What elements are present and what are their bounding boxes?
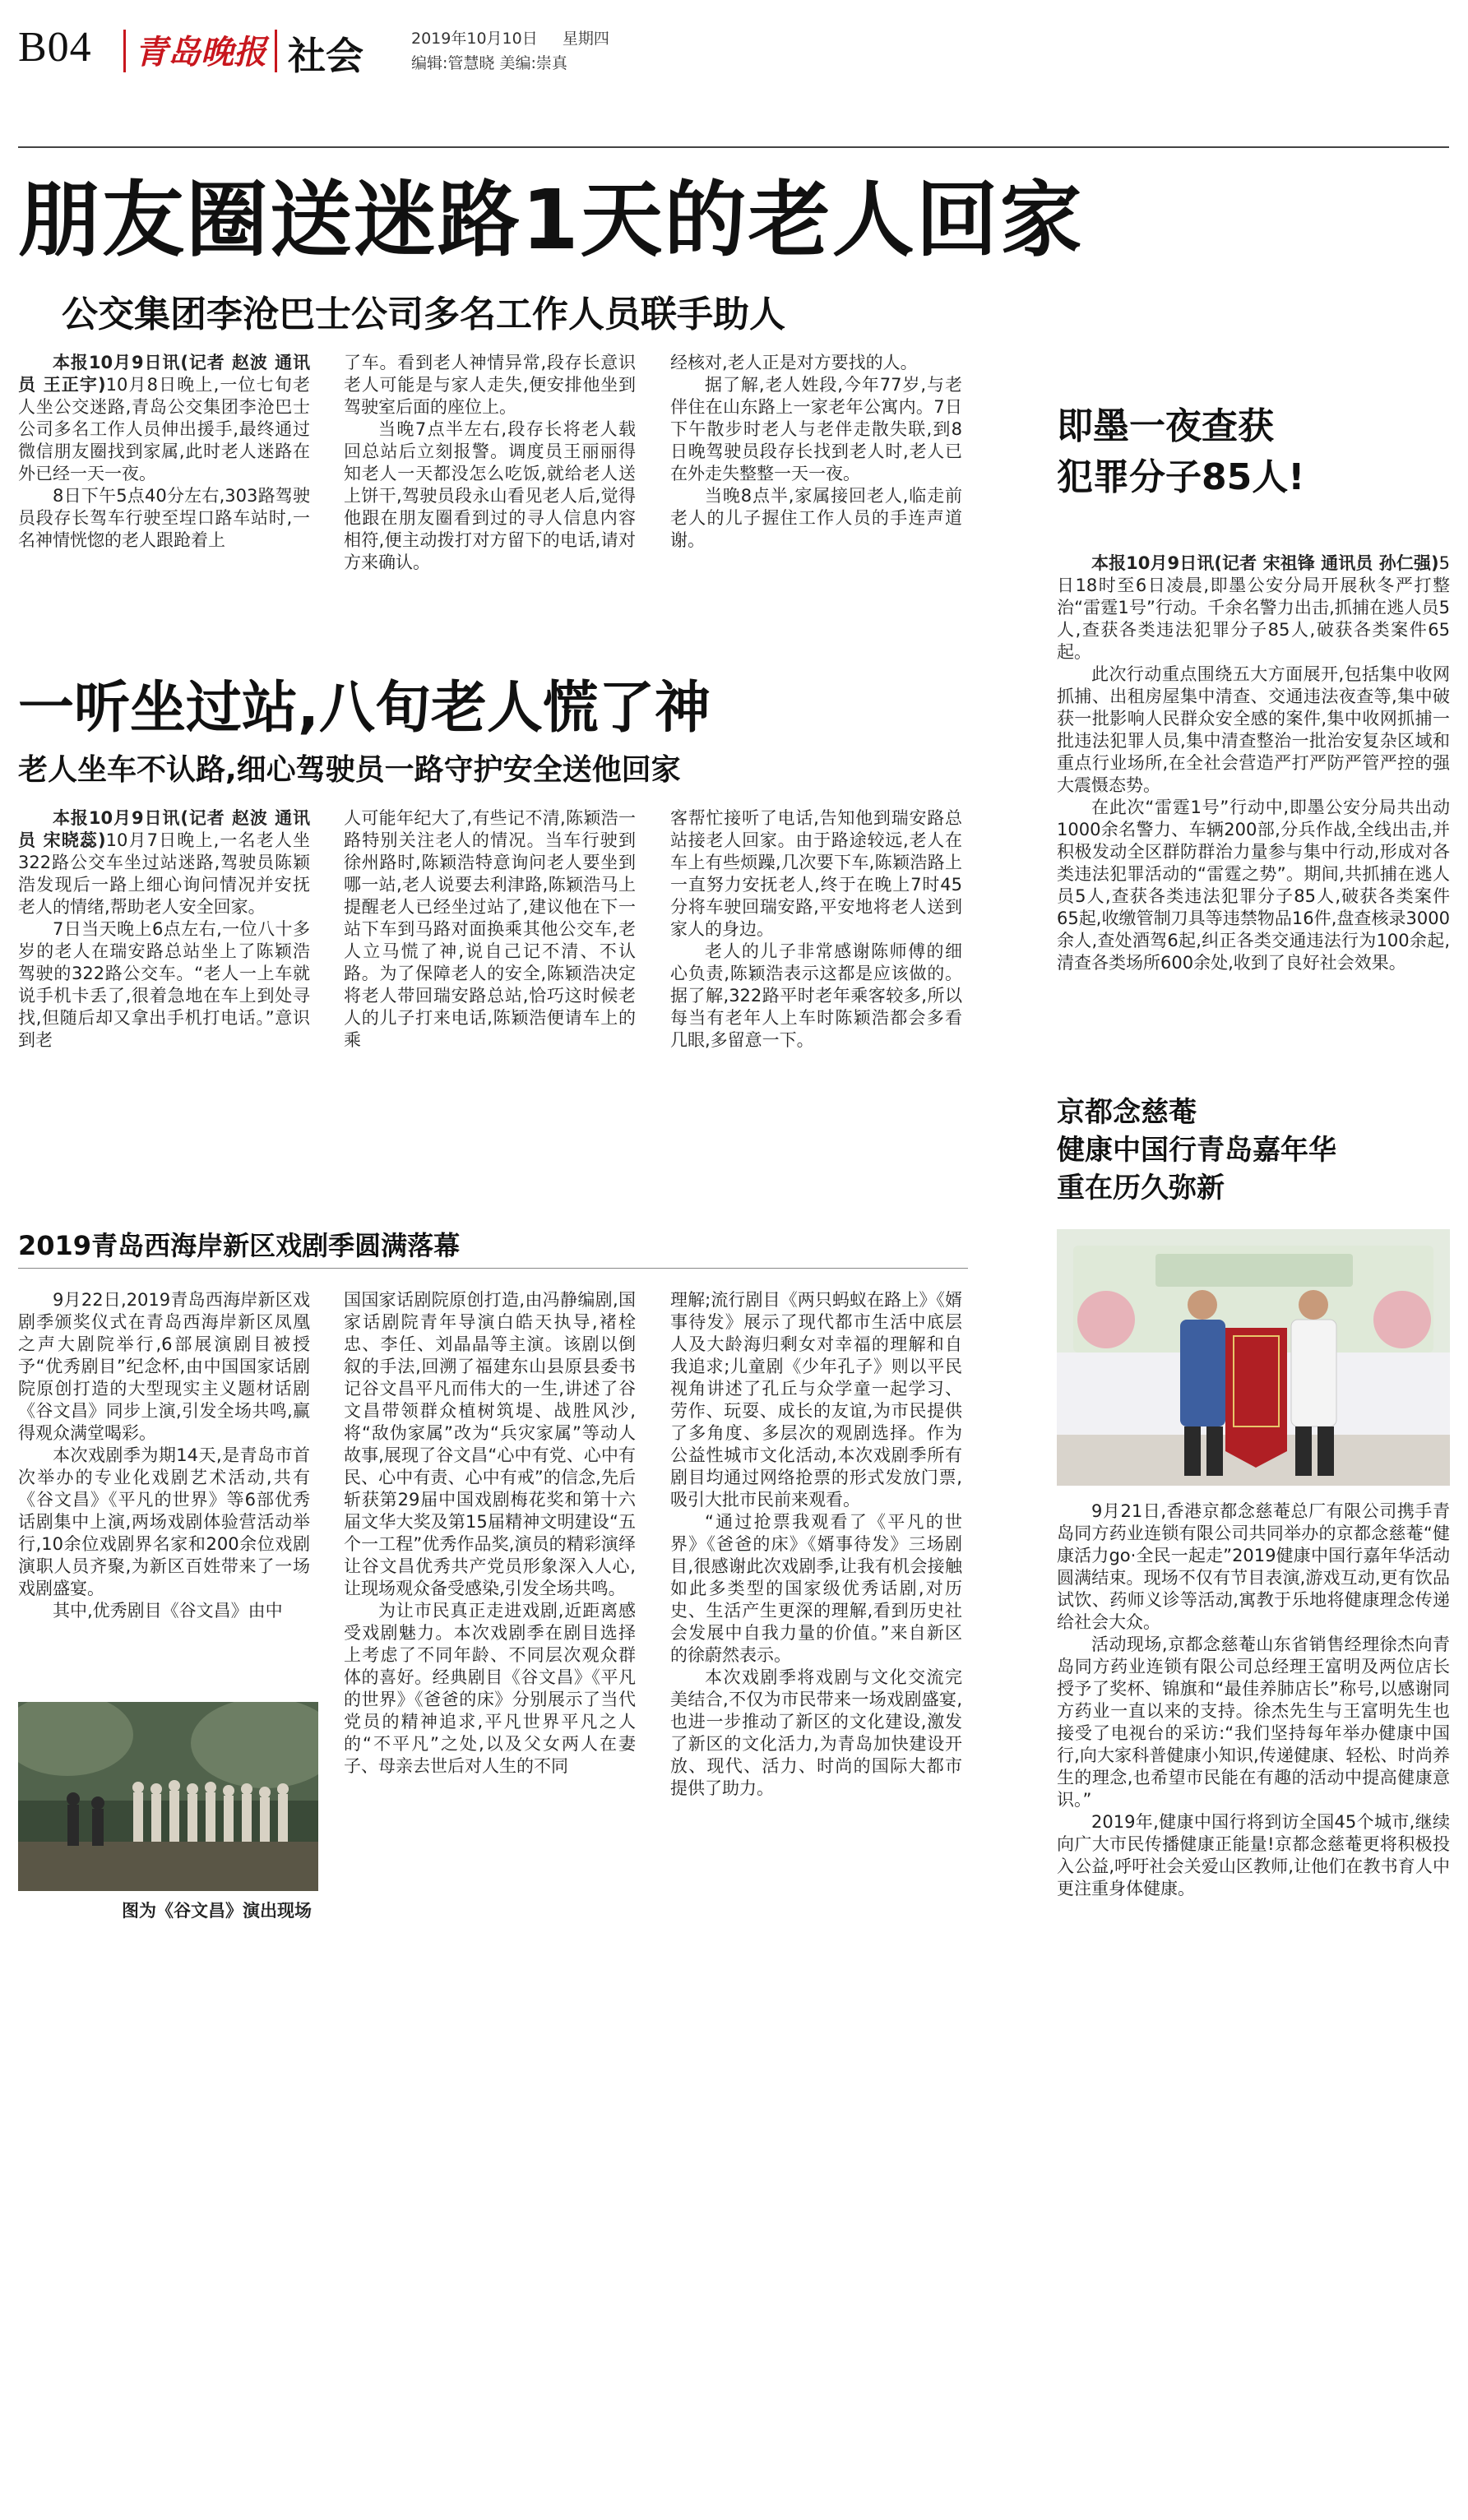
- story5-headline-line1: 京都念慈菴: [1057, 1096, 1197, 1129]
- story5-para: 9月21日,香港京都念慈菴总厂有限公司携手青岛同方药业连锁有限公司共同举办的京都念慈菴“健康活力go·全民一起走”2019健康中国行嘉年华活动圆满结束。现场不仅有节目表演,游戏互动,更有饮品试饮、药师义诊等活动,寓教于乐地将健康理念传递给社会大众。: [1057, 1501, 1450, 1632]
- story4-body: [1057, 553, 1450, 974]
- story4-para: 本报10月9日讯(记者 宋祖锋 通讯员 孙仁强)5日18时至6日凌晨,即墨公安分局开展秋冬严打整治“雷霆1号”行动。千余名警力出击,抓捕在逃人员5人,查获各类违法犯罪分子85人,破获各类案件65起。: [1057, 553, 1450, 662]
- story3-para: 本次戏剧季将戏剧与文化交流完美结合,不仅为市民带来一场戏剧盛宴,也进一步推动了新区的文化建设,激发了新区的文化活力,为青岛加快建设开放、现代、活力、时尚的国际大都市提供了助力。: [670, 1667, 962, 1798]
- date-text: 2019年10月10日: [411, 30, 538, 48]
- story4-headline-line1: 即墨一夜查获: [1057, 405, 1274, 447]
- story1-para: 据了解,老人姓段,今年77岁,与老伴住在山东路上一家老年公寓内。7日下午散步时老人与老伴走散失联,到8日晚驾驶员段存长找到老人时,老人已在外走失整整一天一夜。: [670, 375, 962, 483]
- story5-headline-line2: 健康中国行青岛嘉年华: [1057, 1134, 1336, 1167]
- story3-rule: [18, 1268, 968, 1269]
- story4-headline-line2: 犯罪分子85人!: [1057, 456, 1305, 498]
- story3-para: 本次戏剧季为期14天,是青岛市首次举办的专业化戏剧艺术活动,共有《谷文昌》《平凡的世界》等6部优秀话剧集中上演,两场戏剧体验营活动举行,10余位戏剧界名家和200余位戏剧演职人员齐聚,为新区百姓带来了一场戏剧盛宴。: [18, 1445, 310, 1598]
- page-number: B04: [18, 24, 92, 71]
- event-award-photo: [1057, 1229, 1450, 1486]
- story1-para: 当晚8点半,家属接回老人,临走前老人的儿子握住工作人员的手连声道谢。: [670, 486, 962, 550]
- masthead-divider: [123, 30, 126, 72]
- masthead-date: [411, 26, 609, 49]
- story3-para: 为让市民真正走进戏剧,近距离感受戏剧魅力。本次戏剧季在剧目选择上考虑了不同年龄、不同层次观众群体的喜好。经典剧目《谷文昌》《平凡的世界》《爸爸的床》分别展示了当代党员的精神追求,平凡世界平凡之人的“不平凡”之处,以及父女两人在妻子、母亲去世后对人生的不同: [344, 1601, 636, 1776]
- story3-para: 其中,优秀剧目《谷文昌》由中: [53, 1601, 283, 1621]
- masthead-rule: [18, 146, 1449, 148]
- story1-col2: [344, 352, 636, 574]
- story2-para: 老人的儿子非常感谢陈师傅的细心负责,陈颖浩表示这都是应该做的。据了解,322路平时老年乘客较多,所以每当有老年人上车时陈颖浩都会多看几眼,多留意一下。: [670, 941, 962, 1050]
- story4-para: 此次行动重点围绕五大方面展开,包括集中收网抓捕、出租房屋集中清查、交通违法夜查等,集中破获一批影响人民群众安全感的案件,集中收网抓捕一批违法犯罪人员,集中清查整治一批治安复杂区域和重点行业场所,在全社会营造严打严防严管严控的强大震慑态势。: [1057, 664, 1450, 795]
- story4-byline: 本报10月9日讯(记者 宋祖锋 通讯员 孙仁强): [1091, 553, 1439, 573]
- story1-subhead: 公交集团李沧巴士公司多名工作人员联手助人: [62, 294, 785, 335]
- story2-col2: [344, 807, 636, 1052]
- award-ceremony-illustration: [1057, 1229, 1450, 1486]
- story2-headline: 一听坐过站,八旬老人慌了神: [18, 676, 711, 741]
- story3-col3: [670, 1289, 962, 1800]
- story3-para: 理解;流行剧目《两只蚂蚁在路上》《婿事待发》展示了现代都市生活中底层人及大龄海归剩女对幸福的理解和自我追求;儿童剧《少年孔子》则以平民视角讲述了孔丘与众学童一起学习、劳作、玩耍、成长的友谊,为市民提供了多角度、多层次的观剧选择。作为公益性城市文化活动,本次戏剧季所有剧目均通过网络抢票的形式发放门票,吸引大批市民前来观看。: [670, 1290, 962, 1510]
- masthead-divider-2: [275, 30, 277, 72]
- section-name: 社会: [288, 34, 364, 78]
- story2-byline: 本报10月9日讯(记者 赵波 通讯员 宋晓蕊): [18, 808, 310, 850]
- story2-para: 客帮忙接听了电话,告知他到瑞安路总站接老人回家。由于路途较远,老人在车上有些烦躁,几次要下车,陈颖浩路上一直努力安抚老人,终于在晚上7时45分将车驶回瑞安路,平安地将老人送到家人的身边。: [670, 808, 962, 939]
- story2-para: 人可能年纪大了,有些记不清,陈颖浩一路特别关注老人的情况。当车行驶到徐州路时,陈颖浩特意询问老人要坐到哪一站,老人说要去利津路,陈颖浩马上提醒老人已经坐过站了,建议他在下一站下车到马路对面换乘其他公交车,老人立马慌了神,说自己记不清、不认路。为了保障老人的安全,陈颖浩决定将老人带回瑞安路总站,恰巧这时候老人的儿子打来电话,陈颖浩便请车上的乘: [344, 808, 636, 1050]
- story1-headline: 朋友圈送迷路1天的老人回家: [18, 172, 1084, 268]
- story5-para: 活动现场,京都念慈菴山东省销售经理徐杰向青岛同方药业连锁有限公司总经理王富明及两位店长授予了奖杯、锦旗和“最佳养肺店长”称号,以感谢同方药业一直以来的支持。徐杰先生与王富明先生也接受了电视台的采访:“我们坚持每年举办健康中国行,向大家科普健康小知识,传递健康、轻松、时尚养生的理念,也希望市民能在有趣的活动中提高健康意识。”: [1057, 1635, 1450, 1810]
- story4-para: 在此次“雷霆1号”行动中,即墨公安分局共出动1000余名警力、车辆200部,分兵作战,全线出击,并积极发动全区群防群治力量参与集中行动,形成对各类违法犯罪活动的“雷霆之势”。期间,共抓捕在逃人员5人,查获各类违法犯罪分子85人,破获各类案件65起,收缴管制刀具等违禁物品16件,盘查核录3000余人,查处酒驾6起,纠正各类交通违法行为100余起,清查各类场所600余处,收到了良好社会效果。: [1057, 798, 1450, 973]
- weekday-text: 星期四: [562, 30, 609, 48]
- story1-col3: [670, 352, 962, 552]
- story5-headline: [1057, 1094, 1443, 1207]
- stage-scene-illustration: [18, 1702, 318, 1891]
- story2-col3: [670, 807, 962, 1052]
- story1-para: 本报10月9日讯(记者 赵波 通讯员 王正宇)10月8日晚上,一位七旬老人坐公交迷路,青岛公交集团李沧巴士公司多名工作人员伸出援手,最终通过微信朋友圈找到家属,此时老人迷路在外已经一天一夜。: [18, 353, 310, 483]
- drama-performance-photo: [18, 1702, 318, 1891]
- story2-subhead: 老人坐车不认路,细心驾驶员一路守护安全送他回家: [18, 753, 681, 787]
- story3-para: “通过抢票我观看了《平凡的世界》《爸爸的床》《婿事待发》三场剧目,很感谢此次戏剧季,让我有机会接触如此多类型的国家级优秀话剧,对历史、生活产生更深的理解,看到历史社会发展中自我力量的价值。”来自新区的徐蔚然表示。: [670, 1512, 962, 1665]
- masthead: [18, 23, 1449, 89]
- story5-body: [1057, 1500, 1450, 1900]
- story3-col1: [18, 1289, 310, 1622]
- story1-para: 8日下午5点40分左右,303路驾驶员段存长驾车行驶至埕口路车站时,一名神情恍惚的老人跟跄着上: [18, 486, 310, 550]
- story3-para: 国国家话剧院原创打造,由冯静编剧,国家话剧院青年导演白皓天执导,褚栓忠、李任、刘晶晶等主演。该剧以倒叙的手法,回溯了福建东山县原县委书记谷文昌平凡而伟大的一生,讲述了谷文昌带领群众植树筑堤、战胜风沙,将“敌伪家属”改为“兵灾家属”等动人故事,展现了谷文昌“心中有党、心中有民、心中有责、心中有戒”的信念,先后斩获第29届中国戏剧梅花奖和第十六届文华大奖及第15届精神文明建设“五个一工程”优秀作品奖,演员的精彩演绎让谷文昌优秀共产党员形象深入人心,让现场观众备受感染,引发全场共鸣。: [344, 1290, 636, 1598]
- paper-name-logo: 青岛晚报: [135, 33, 266, 72]
- photo-caption: 图为《谷文昌》演出现场: [122, 1901, 312, 1921]
- story3-col2: [344, 1289, 636, 1778]
- story3-para: 9月22日,2019青岛西海岸新区戏剧季颁奖仪式在青岛西海岸新区凤凰之声大剧院举行,6部展演剧目被授予“优秀剧目”纪念杯,由中国国家话剧院原创打造的大型现实主义题材话剧《谷文昌》同步上演,引发全场共鸣,赢得观众满堂喝彩。: [18, 1290, 310, 1443]
- story1-para: 经核对,老人正是对方要找的人。: [670, 353, 918, 372]
- story5-headline-line3: 重在历久弥新: [1057, 1172, 1225, 1205]
- story1-para: 了车。看到老人神情异常,段存长意识老人可能是与家人走失,便安排他坐到驾驶室后面的座位上。: [344, 353, 636, 417]
- story2-para: 7日当天晚上6点左右,一位八十多岁的老人在瑞安路总站坐上了陈颖浩驾驶的322路公交车。“老人一上车就说手机卡丢了,很着急地在车上到处寻找,但随后却又拿出手机打电话。”意识到老: [18, 919, 310, 1050]
- story3-headline: 2019青岛西海岸新区戏剧季圆满落幕: [18, 1230, 461, 1261]
- story4-headline: [1057, 401, 1435, 503]
- story2-col1: [18, 807, 310, 1052]
- story5-para: 2019年,健康中国行将到访全国45个城市,继续向广大市民传播健康正能量!京都念慈菴更将积极投入公益,呼吁社会关爱山区教师,让他们在教书育人中更注重身体健康。: [1057, 1812, 1450, 1898]
- masthead-editors: 编辑:管慧晓 美编:崇真: [411, 54, 567, 72]
- story1-col1: [18, 352, 310, 552]
- story1-para: 当晚7点半左右,段存长将老人载回总站后立刻报警。调度员王丽丽得知老人一天都没怎么吃饭,就给老人送上饼干,驾驶员段永山看见老人后,觉得他跟在朋友圈看到过的寻人信息内容相符,便主动拨打对方留下的电话,请对方来确认。: [344, 419, 636, 572]
- story1-byline: 本报10月9日讯(记者 赵波 通讯员 王正宇): [18, 353, 310, 395]
- story2-para: 本报10月9日讯(记者 赵波 通讯员 宋晓蕊)10月7日晚上,一名老人坐322路公交车坐过站迷路,驾驶员陈颖浩发现后一路上细心询问情况并安抚老人的情绪,帮助老人安全回家。: [18, 808, 310, 917]
